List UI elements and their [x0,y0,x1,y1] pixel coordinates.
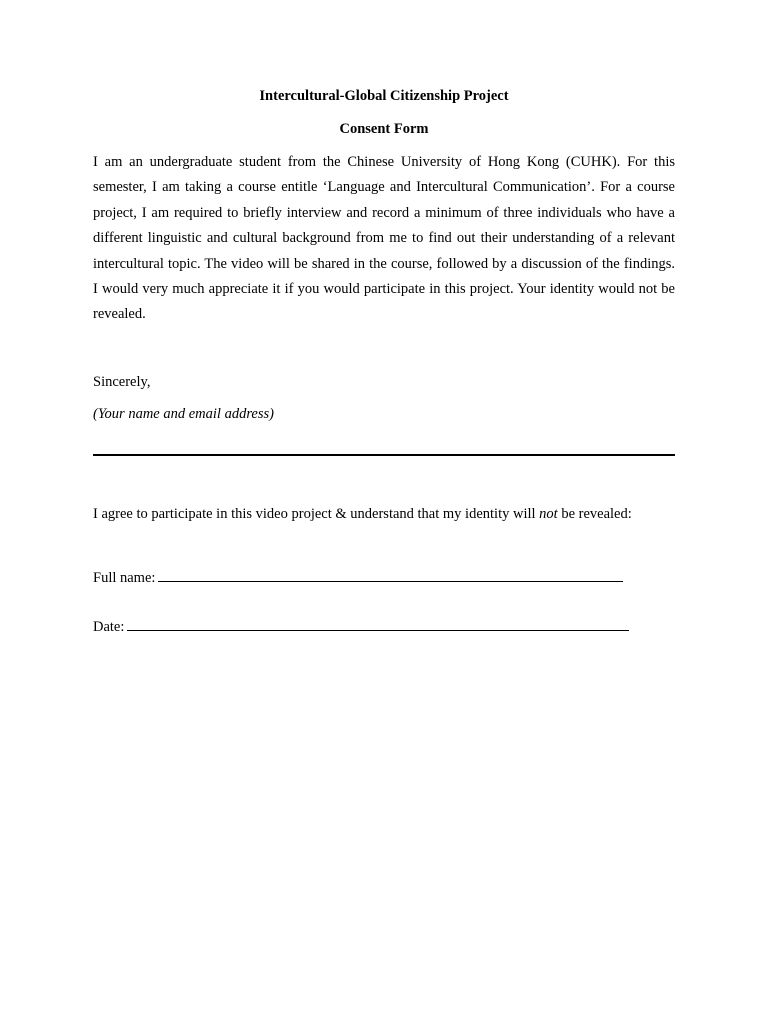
full-name-label: Full name: [93,570,156,586]
document-subtitle: Consent Form [339,121,429,137]
closing-text: Sincerely, [93,374,151,390]
section-divider [93,454,675,456]
date-label: Date: [93,619,125,635]
date-row [93,616,629,636]
full-name-row [93,567,623,587]
signature-note: (Your name and email address) [93,406,274,422]
intro-paragraph: I am an undergraduate student from the Chinese University of Hong Kong (CUHK). For this semester, I am taking a course entitle ‘Language and Intercultural Communication’. For a course project, I am required to briefly interview and record a minimum of three individuals who have a different linguistic and cultural background from me to find out their understanding of a relevant intercultural topic. The video will be shared in the course, followed by a discussion of the findings. I would very much appreciate it if you would participate in this project. Your identity would not be revealed. [93,154,675,323]
document-title: Intercultural-Global Citizenship Project [259,88,509,104]
date-field[interactable] [127,616,629,631]
full-name-field[interactable] [158,567,623,582]
agreement-text-after: be revealed: [557,506,632,522]
agreement-emphasis: not [539,506,558,522]
agreement-text-before: I agree to participate in this video project & understand that my identity will [93,506,540,522]
agreement-statement [93,505,632,523]
